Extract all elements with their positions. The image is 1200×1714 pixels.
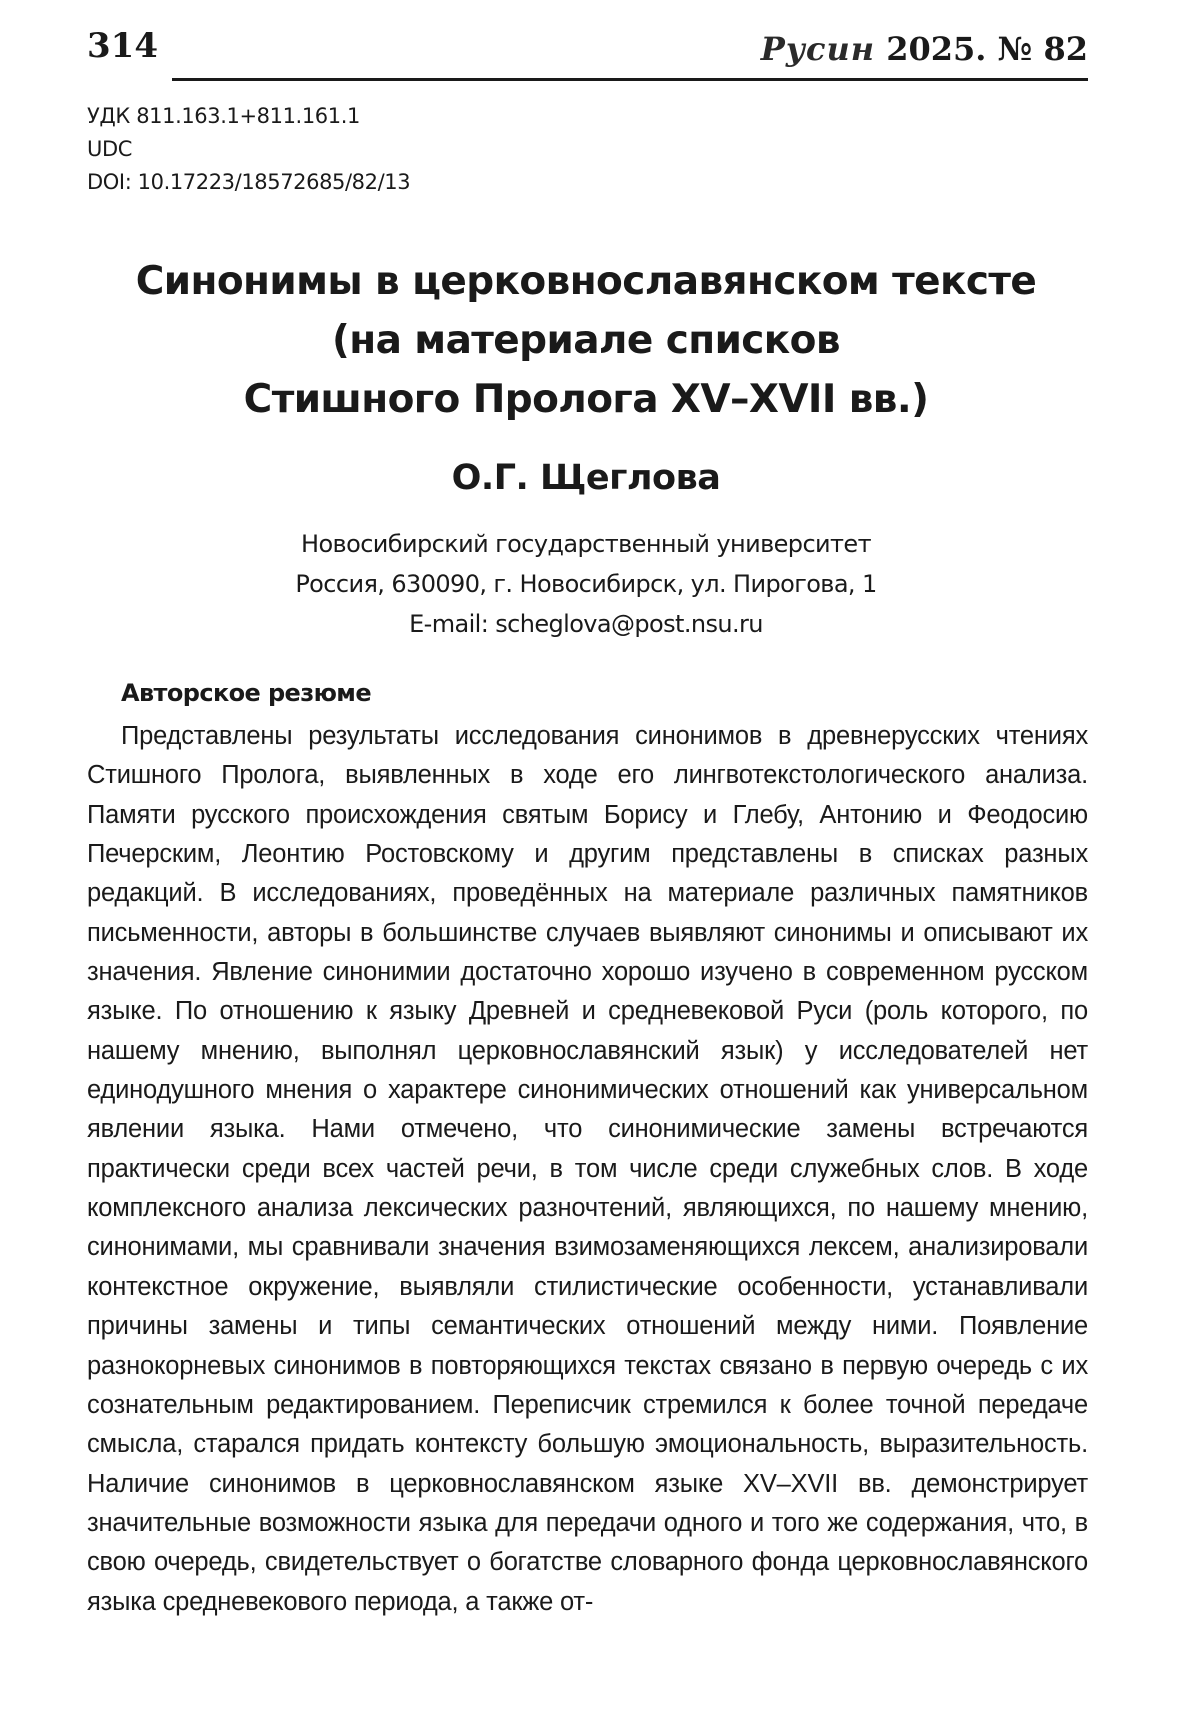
title-line: Синонимы в церковнославянском тексте <box>135 259 1037 304</box>
journal-issue: 2025. № 82 <box>886 30 1088 68</box>
udk-code: УДК 811.163.1+811.161.1 <box>87 104 360 128</box>
title-line: Стишного Пролога XV–XVII вв.) <box>243 377 929 422</box>
running-header <box>84 22 1088 80</box>
journal-reference <box>761 30 1088 68</box>
abstract-text: Представлены результаты исследования синонимов в древнерусских чтениях Стишного Пролога, выявленных в ходе его лингвотекстологического анализа. Памяти русского происхождения святым Борису и Глебу, Антонию и Феодосию Печерским, Леонтию Ростовскому и другим представлены в списках разных редакций. В исследованиях, проведённых на материале различных памятников письменности, авторы в большинстве случаев выявляют синонимы и описывают их значения. Явление синонимии достаточно хорошо изучено в современном русском языке. По отношению к языку Древней и средневековой Руси (роль которого, по нашему мнению, выполнял церковнославянский язык) у исследователей нет единодушного мнения о характере синонимических отношений как универсальном явлении языка. Нами отмечено, что синонимические замены встречаются практически среди всех частей речи, в том числе среди служебных слов. В ходе комплексного анализа лексических разночтений, являющихся, по нашему мнению, синонимами, мы сравнивали значения взимозаменяющихся лексем, анализировали контекстное окружение, выявляли стилистические особенности, устанавливали причины замены и типы семантических отношений между ними. Появление разнокорневых синонимов в повторяющихся текстах связано в первую очередь с их сознательным редактированием. Переписчик стремился к более точной передаче смысла, старался придать контексту большую эмоциональность, выразительность. Наличие синонимов в церковнославянском языке XV–XVII вв. демонстрирует значительные возможности языка для передачи одного и того же содержания, что, в свою очередь, свидетельствует о богатстве словарного фонда церковнославянского языка средневекового периода, а также от- <box>87 722 1088 1616</box>
article-title <box>84 252 1088 429</box>
author-name: О.Г. Щеглова <box>451 458 721 498</box>
abstract-heading: Авторское резюме <box>121 679 372 707</box>
udc-code: UDC <box>87 137 133 161</box>
affiliation-address: Россия, 630090, г. Новосибирск, ул. Пирогова, 1 <box>295 570 877 598</box>
affiliation-institution: Новосибирский государственный университет <box>301 530 871 558</box>
author-email: E-mail: scheglova@post.nsu.ru <box>409 610 763 638</box>
journal-name: Русин <box>760 30 876 68</box>
classification-block <box>87 100 410 199</box>
title-line: (на материале списков <box>332 318 840 363</box>
doi: DOI: 10.17223/18572685/82/13 <box>87 170 411 194</box>
affiliation-block <box>84 524 1088 644</box>
header-rule <box>172 78 1088 81</box>
page-number: 314 <box>87 26 158 66</box>
